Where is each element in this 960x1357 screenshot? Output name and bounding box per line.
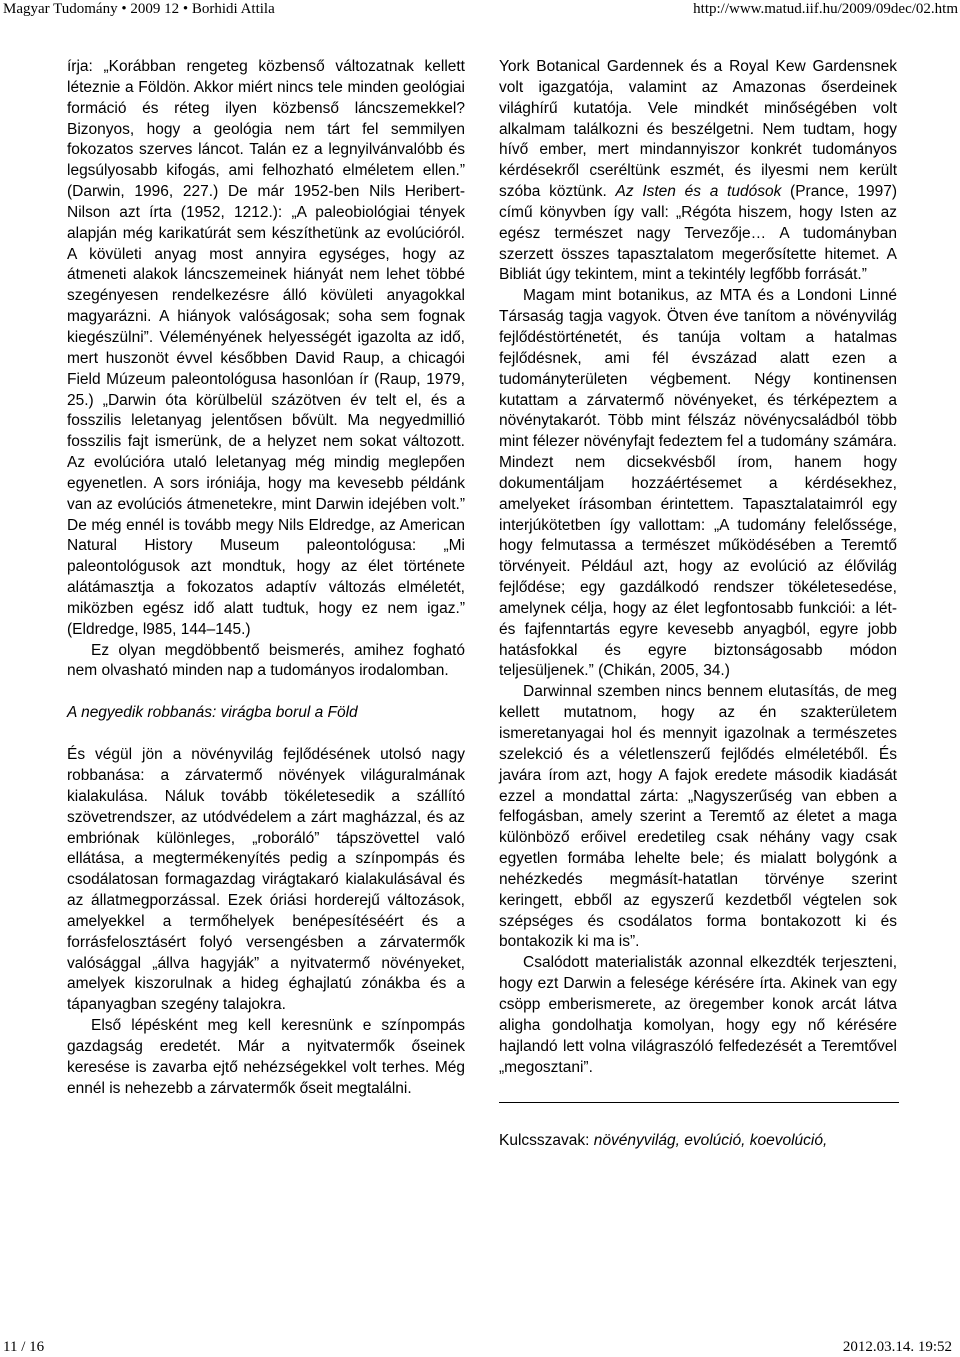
keywords-line	[499, 1131, 897, 1152]
paragraph-left-3: És végül jön a növényvilág fejlődésének utolsó nagy robbanása: a zárvatermő növények világuralmának kialakulása. Náluk tovább tökéletesedik a szállító szövetrendszer, az utódvédelem a zárt magházzal, és az embriónak különleges, „roboráló” tápszövettel való ellátása, a megtermékenyítés pedig a színpompás és csodálatosan formagazdag virágtakaró kialakulásával és az állatmegporzással. Ezek óriási horderejű változások, amelyekkel a termőhelyek benépesítéséért és a forrásfelosztásért folyó versengésben a zárvatermők valósággal „állva hagyják” a nyitvatermő növényeket, amelyek kiszorulnak a hideg éghajlatú zónákba és a tápanyagban szegény talajokra.	[67, 746, 465, 1014]
header-source: Magyar Tudomány • 2009 12 • Borhidi Attila	[3, 1, 275, 17]
paragraph-right-1	[499, 57, 897, 286]
paragraph-right-1-b: (Prance, 1997) című könyvben így vall: „Régóta hiszem, hogy Isten az egész természet nagy Tervezője… A tudományban szerzett összes tapasztalatom megerősítette hitemet. A Bibliát úgy tekintem, mint a tekintély legfőbb forrását.”	[499, 183, 897, 284]
paragraph-left-2: Ez olyan megdöbbentő beismerés, amihez fogható nem olvasható minden nap a tudományos irodalomban.	[67, 641, 465, 680]
paragraph-right-3: Darwinnal szemben nincs bennem elutasítás, de meg kellett mutatnom, hogy az én szakterületem ismeretanyagai hol és mennyit igazolnak a természetes szelekció és a véletlenszerű fejlődés elméletéből. És javára írom azt, hogy A fajok eredete második kiadását ezzel a mondattal zárta: „Nagyszerűség van ebben a felfogásban, amely szerint a Teremtő az életet a maga különböző erőivel eredetileg csak néhány vagy csak egyetlen formába lehelte bele; és mialatt bolygónk a nehézkedés megmásít-hatatlan törvénye szerint keringett, ebből az egyszerű kezdetből végtelen sok szépséges és csodálatos forma bontakozott ki és bontakozik ki ma is”.	[499, 683, 897, 951]
page-header	[0, 0, 960, 18]
print-datetime: 2012.03.14. 19:52	[842, 1339, 952, 1355]
left-column	[67, 57, 465, 1100]
page-footer	[0, 1338, 960, 1356]
paragraph-left-1: írja: „Korábban rengeteg közbenső változatnak kellett léteznie a Földön. Akkor miért nincs tele minden geológiai formáció és réteg ilyen közbenső láncszemekkel? Bizonyos, hogy a geológia nem tárt fel semmilyen fokozatos szerves láncot. Talán ez a legnyilvánvalóbb és legsúlyosabb kifogás, ami felhozható elméletem ellen.” (Darwin, 1996, 227.) De már 1952-ben Nils Heribert-Nilson azt írta (1952, 1212.): „A paleobiológiai tények alapján még karikatúrát sem készíthetünk az evolúcióról. A kövületi anyag most annyira egységes, hogy az átmeneti alakok láncszemeinek hiányát nem lehet többé szegényesen rendelkezésre álló kövületi anyagokkal magyarázni. A hiányok valóságosak; soha sem fognak kiegészülni”. Véleményének helyességét igazolta az idő, mert huszonöt évvel későbben David Raup, a chicagói Field Múzeum paleontológusa hasonlóan ír (Raup, 1979, 25.) „Darwin óta körülbelül százötven év telt el, és a fosszilis leletanyag jelentősen bővült. Ma negyedmillió fosszilis fajt ismerünk, de a helyzet nem sokat változott. Az evolúcióra utaló leletanyag még mindig meglepően egyenetlen. A sors iróniája, hogy ma kevesebb példánk van az evolúciós átmenetekre, mint Darwin idejében volt.” De még ennél is tovább megy Nils Eldredge, az American Natural History Museum paleontológusa: „Mi paleontológusok azt mondtuk, hogy az élet története alátámasztja a fokozatos adaptív változás elméletét, miközben egész idő alatt tudtuk, hogy ez nem igaz.” (Eldredge, l985, 144–145.)	[67, 58, 465, 638]
paragraph-right-4: Csalódott materialisták azonnal elkezdték terjeszteni, hogy ezt Darwin a felesége kérésére írta. Akinek van egy csöpp emberismerete, az öregember konok arcát látva aligha gondolhatja komolyan, hogy egy nő kérésére hajlandó lett volna világraszóló felfedezését a Teremtővel „megosztani”.	[499, 954, 897, 1076]
right-column	[499, 57, 897, 1152]
section-heading: A negyedik robbanás: virágba borul a Föld	[67, 704, 358, 722]
paragraph-right-1-a: York Botanical Gardennek és a Royal Kew Gardensnek volt igazgatója, valamint az Amazonas őserdeinek világhírű kutatója. Vele mindkét minőségében volt alkalmam találkozni és beszélgetni. Nem tudtam, hogy hívő ember, mert mindannyiszor konkrét tudományos kérdésekről cseréltünk eszmét, és ilyesmi nem került szóba köztünk.	[499, 58, 897, 201]
header-url[interactable]: http://www.matud.iif.hu/2009/09dec/02.htm	[693, 1, 958, 17]
keywords-value: növényvilág, evolúció, koevolúció,	[593, 1132, 828, 1150]
paragraph-left-4: Első lépésként meg kell keresnünk e színpompás gazdagság eredetét. Már a nyitvatermők őseinek keresése is zavarba ejtő nehézségekkel volt terhes. Még ennél is nehezebb a zárvatermők őseit megtalálni.	[67, 1017, 465, 1097]
book-title: Az Isten és a tudósok	[615, 183, 782, 201]
page-number: 11 / 16	[3, 1339, 45, 1355]
paragraph-right-2: Magam mint botanikus, az MTA és a Londoni Linné Társaság tagja vagyok. Ötven éve tanítom a növényvilág fejlődéstörténetét, és tanúja voltam a hatalmas fejlődésnek, ami fél évszázad alatt ezen a tudományterületen végbement. Négy kontinensen kutattam a zárvatermő növényeket, és térképeztem a növénytakarót. Több mint félszáz növénycsaládból több mint félezer növényfajt fedeztem fel a tudomány számára. Mindezt nem dicsekvésből írom, hanem hogy dokumentáljam hozzáértésemet a kérdésekhez, amelyeket írásomban érintettem. Tapasztalataimról egy interjúkötetben így vallottam: „A tudomány felelőssége, hogy felmutassa a természet működésében a Teremtő törvényeit. Például azt, hogy az evolúció az élővilág fejlődése; egy gazdálkodó rendszer tökéletesedése, amelynek célja, hogy az élet legfontosabb funkciói: a lét- és fajfenntartás egyre kevesebb anyagból, egyre jobb hatásfokkal és egyre biztonságosabb módon teljesüljenek.” (Chikán, 2005, 34.)	[499, 287, 897, 680]
keywords-label: Kulcsszavak:	[499, 1132, 594, 1150]
